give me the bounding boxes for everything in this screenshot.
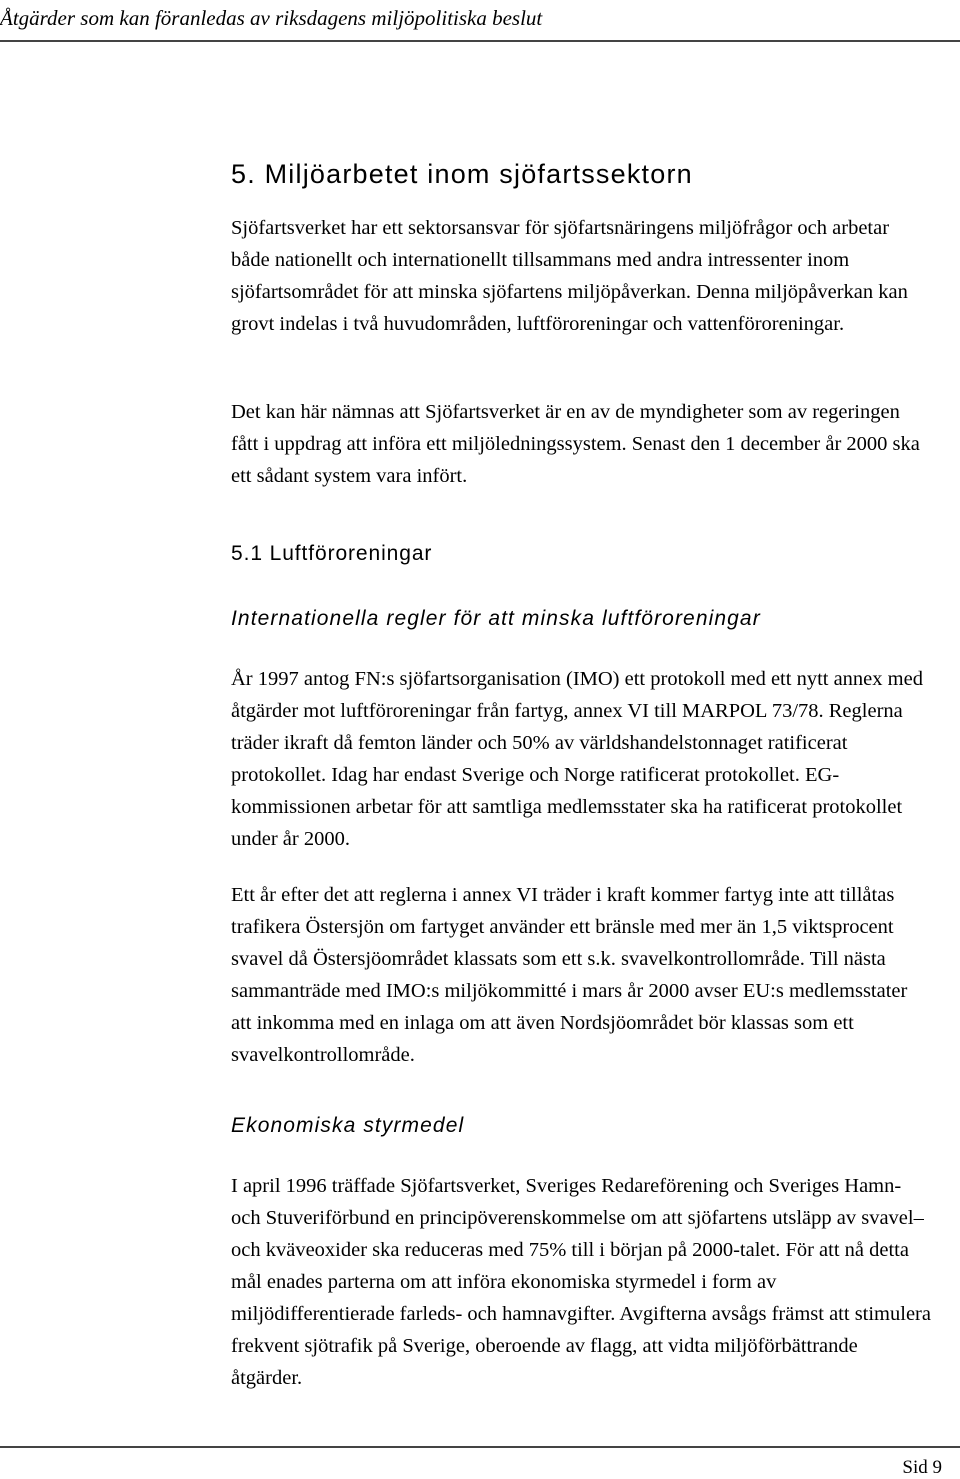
- paragraph-imo-protocol: År 1997 antog FN:s sjöfartsorganisation (IMO) ett protokoll med ett nytt annex med åtgärder mot luftföroreningar från fartyg, annex VI till MARPOL 73/78. Reglerna träder ikraft då femton länder och 50% av världshandelstonnaget ratificerat protokollet. Idag har endast Sverige och Norge ratificerat protokollet. EG-kommissionen arbetar för att samtliga medlemsstater ska ha ratificerat protokollet under år 2000.: [231, 668, 923, 850]
- running-header: Åtgärder som kan föranledas av riksdagens miljöpolitiska beslut: [0, 6, 543, 30]
- section-heading: 5. Miljöarbetet inom sjöfartssektorn: [231, 159, 693, 189]
- subsection-heading: 5.1 Luftföroreningar: [231, 542, 433, 565]
- paragraph-sector-responsibility: Sjöfartsverket har ett sektorsansvar för sjöfartsnäringens miljöfrågor och arbetar både nationellt och internationellt tillsammans med andra intressenter inom sjöfartsområdet för att minska sjöfartens miljöpåverkan. Denna miljöpåverkan kan grovt indelas i två huvudområden, luftföroreningar och vattenföroreningar.: [231, 217, 908, 335]
- paragraph-environmental-management: Det kan här nämnas att Sjöfartsverket är en av de myndigheter som av regeringen fått i uppdrag att införa ett miljöledningssystem. Senast den 1 december år 2000 ska ett sådant system vara infört.: [231, 401, 920, 487]
- topic-heading-economic-instruments: Ekonomiska styrmedel: [231, 1114, 465, 1137]
- paragraph-fairway-fees: I april 1996 träffade Sjöfartsverket, Sveriges Redareförening och Sveriges Hamn- och Stuveriförbund en principöverenskommelse om att sjöfartens utsläpp av svavel– och kväveoxider ska reduceras med 75% till i början på 2000-talet. För att nå detta mål enades parterna om att införa ekonomiska styrmedel i form av miljödifferentierade farleds- och hamnavgifter. Avgifterna avsågs främst att stimulera frekvent sjötrafik på Sverige, oberoende av flagg, att vidta miljöförbättrande åtgärder.: [231, 1175, 931, 1389]
- paragraph-sulphur-control-area: Ett år efter det att reglerna i annex VI träder i kraft kommer fartyg inte att tillåtas trafikera Östersjön om fartyget använder ett bränsle med mer än 1,5 viktsprocent svavel då Östersjöområdet klassats som ett s.k. svavelkontrollområde. Till nästa sammanträde med IMO:s miljökommitté i mars år 2000 avser EU:s medlemsstater att inkomma med en inlaga om att även Nordsjöområdet bör klassas som ett svavelkontrollområde.: [231, 884, 908, 1066]
- topic-heading-international-rules: Internationella regler för att minska luftföroreningar: [231, 607, 761, 630]
- header-divider: [0, 40, 960, 42]
- footer-divider: [0, 1446, 960, 1448]
- page-number: Sid 9: [902, 1457, 942, 1478]
